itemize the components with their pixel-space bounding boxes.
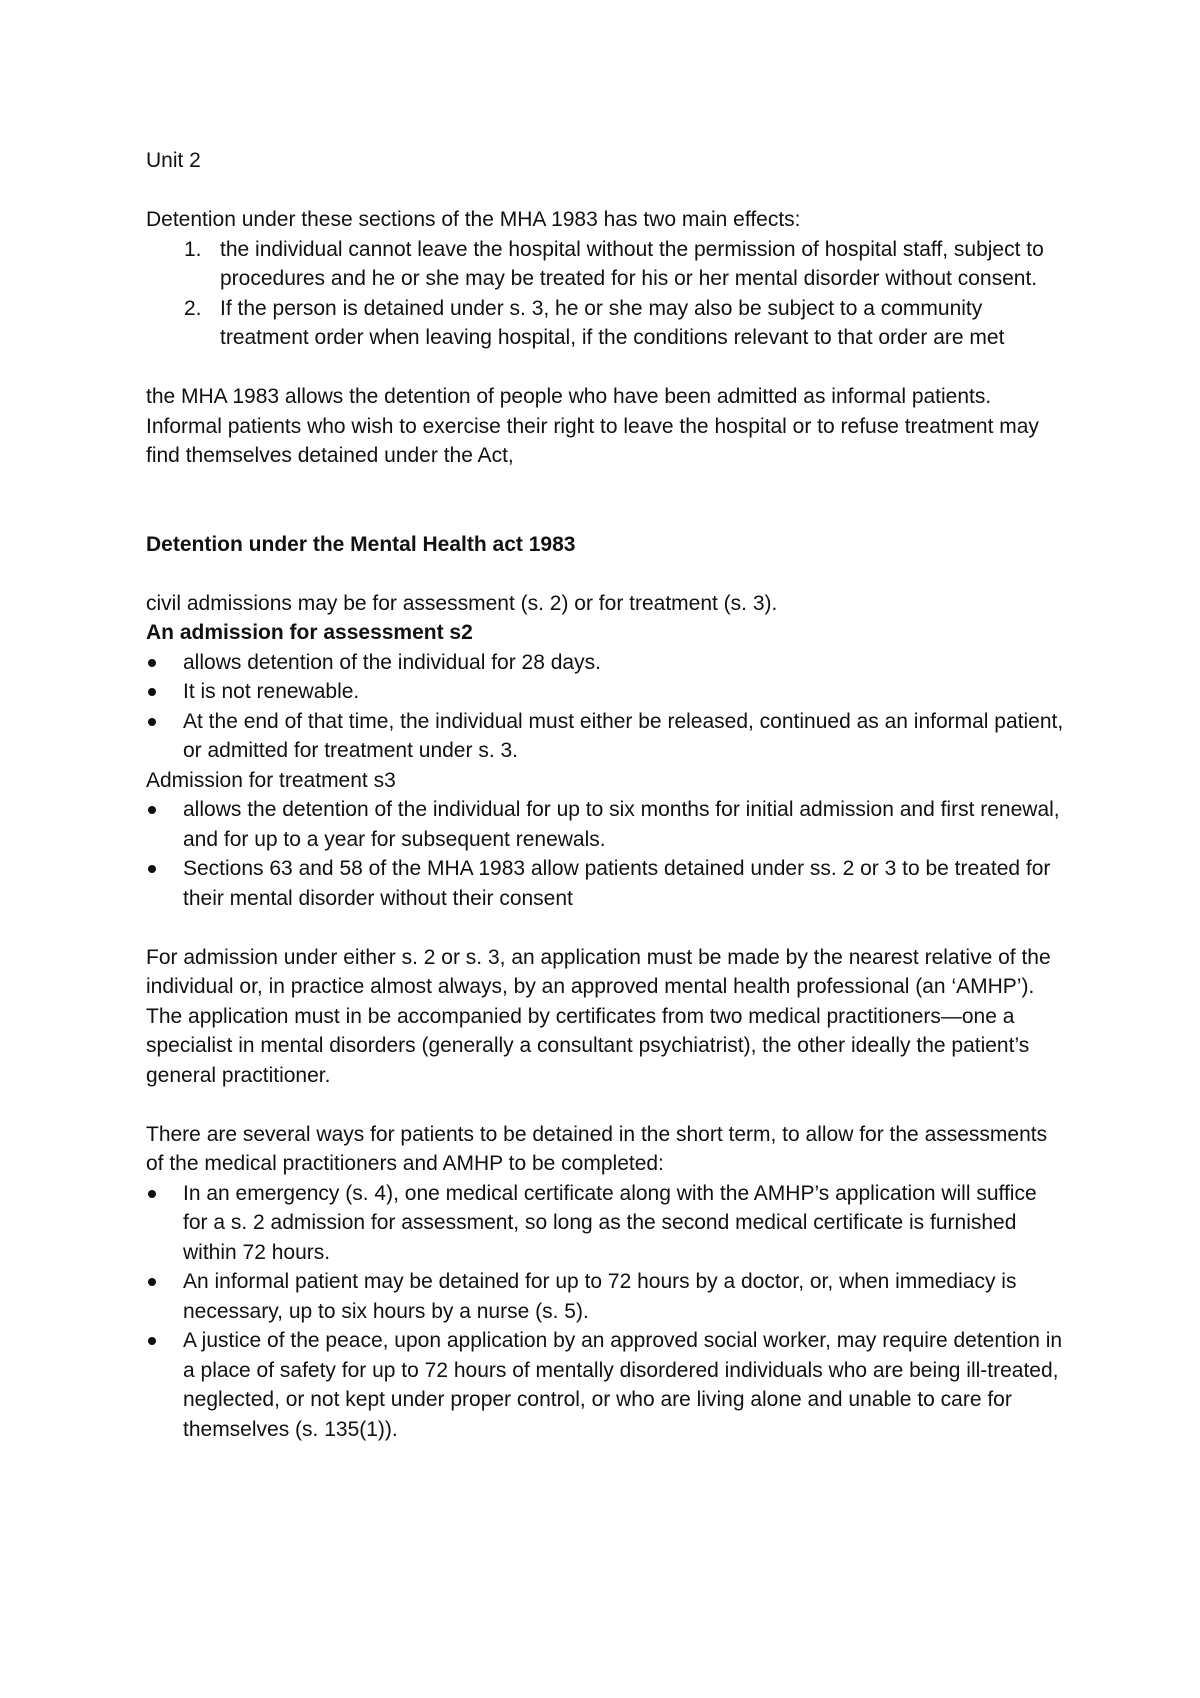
spacer — [146, 176, 1066, 206]
bullet-text: allows the detention of the individual for up to six months for initial admission and first renewal, and for up to a year for subsequent renewals. — [183, 798, 1060, 851]
application-paragraph: For admission under either s. 2 or s. 3, an application must be made by the nearest relative of the individual or, in practice almost always, by an approved mental health professional (an ‘AMHP’). The application must in be accompanied by certificates from two medical practitioners—one a specialist in mental disorders (generally a consultant psychiatrist), the other ideally the patient’s general practitioner. — [146, 945, 1051, 1087]
bullet-icon — [148, 1337, 156, 1345]
bullet-text: At the end of that time, the individual must either be released, continued as an informal patient, or admitted for treatment under s. 3. — [183, 709, 1064, 762]
spacer — [146, 913, 1066, 943]
list-item-text: If the person is detained under s. 3, he or she may also be subject to a community treatment order when leaving hospital, if the conditions relevant to that order are met — [220, 296, 1005, 349]
bullet-text: An informal patient may be detained for up to 72 hours by a doctor, or, when immediacy is necessary, up to six hours by a nurse (s. 5). — [183, 1270, 1017, 1323]
assessment-heading: An admission for assessment s2 — [146, 621, 473, 644]
unit-title: Unit 2 — [146, 149, 201, 172]
document-page — [146, 146, 1066, 1444]
short-term-bullet-list — [146, 1179, 1066, 1445]
intro-lead: Detention under these sections of the MHA 1983 has two main effects: — [146, 208, 801, 231]
bullet-item — [146, 854, 1066, 913]
bullet-text: Sections 63 and 58 of the MHA 1983 allow patients detained under ss. 2 or 3 to be treated for their mental disorder without their consent — [183, 857, 1051, 910]
bullet-item — [146, 707, 1066, 766]
treatment-bullet-list — [146, 795, 1066, 913]
informal-patients-paragraph: the MHA 1983 allows the detention of people who have been admitted as informal patients. Informal patients who wish to exercise their right to leave the hospital or to refuse treatment may find themselves detained under the Act, — [146, 385, 1039, 467]
spacer — [146, 353, 1066, 383]
bullet-text: It is not renewable. — [183, 680, 360, 703]
treatment-heading: Admission for treatment s3 — [146, 768, 396, 792]
spacer — [146, 1090, 1066, 1120]
list-item — [146, 294, 1066, 353]
bullet-icon — [148, 688, 156, 696]
list-number: 1. — [184, 237, 202, 261]
list-item-text: the individual cannot leave the hospital without the permission of hospital staff, subject to procedures and he or she may be treated for his or her mental disorder without consent. — [220, 237, 1044, 290]
spacer — [146, 559, 1066, 589]
civil-admissions-text: civil admissions may be for assessment (s. 2) or for treatment (s. 3). — [146, 591, 778, 615]
bullet-icon — [148, 718, 156, 726]
assessment-bullet-list — [146, 648, 1066, 766]
bullet-item — [146, 1326, 1066, 1444]
spacer — [146, 471, 1066, 530]
short-term-lead: There are several ways for patients to be detained in the short term, to allow for the assessments of the medical practitioners and AMHP to be completed: — [146, 1122, 1048, 1175]
bullet-item — [146, 795, 1066, 854]
bullet-text: In an emergency (s. 4), one medical certificate along with the AMHP’s application will suffice for a s. 2 admission for assessment, so long as the second medical certificate is furnished within 72 hours. — [183, 1181, 1037, 1264]
bullet-text: A justice of the peace, upon application by an approved social worker, may require detention in a place of safety for up to 72 hours of mentally disordered individuals who are being ill-treated, neglected, or not kept under proper control, or who are living alone and unable to care for themselves (s. 135(1)). — [183, 1329, 1063, 1441]
effects-list — [146, 235, 1066, 353]
list-item — [146, 235, 1066, 294]
bullet-item — [146, 677, 1066, 707]
bullet-icon — [148, 1190, 156, 1198]
section-heading: Detention under the Mental Health act 1983 — [146, 532, 576, 556]
bullet-text: allows detention of the individual for 28 days. — [183, 650, 601, 674]
bullet-icon — [148, 659, 156, 667]
bullet-icon — [148, 806, 156, 814]
bullet-icon — [148, 865, 156, 873]
bullet-item — [146, 1179, 1066, 1268]
bullet-item — [146, 1267, 1066, 1326]
list-number: 2. — [184, 296, 202, 320]
bullet-item — [146, 648, 1066, 678]
bullet-icon — [148, 1278, 156, 1286]
